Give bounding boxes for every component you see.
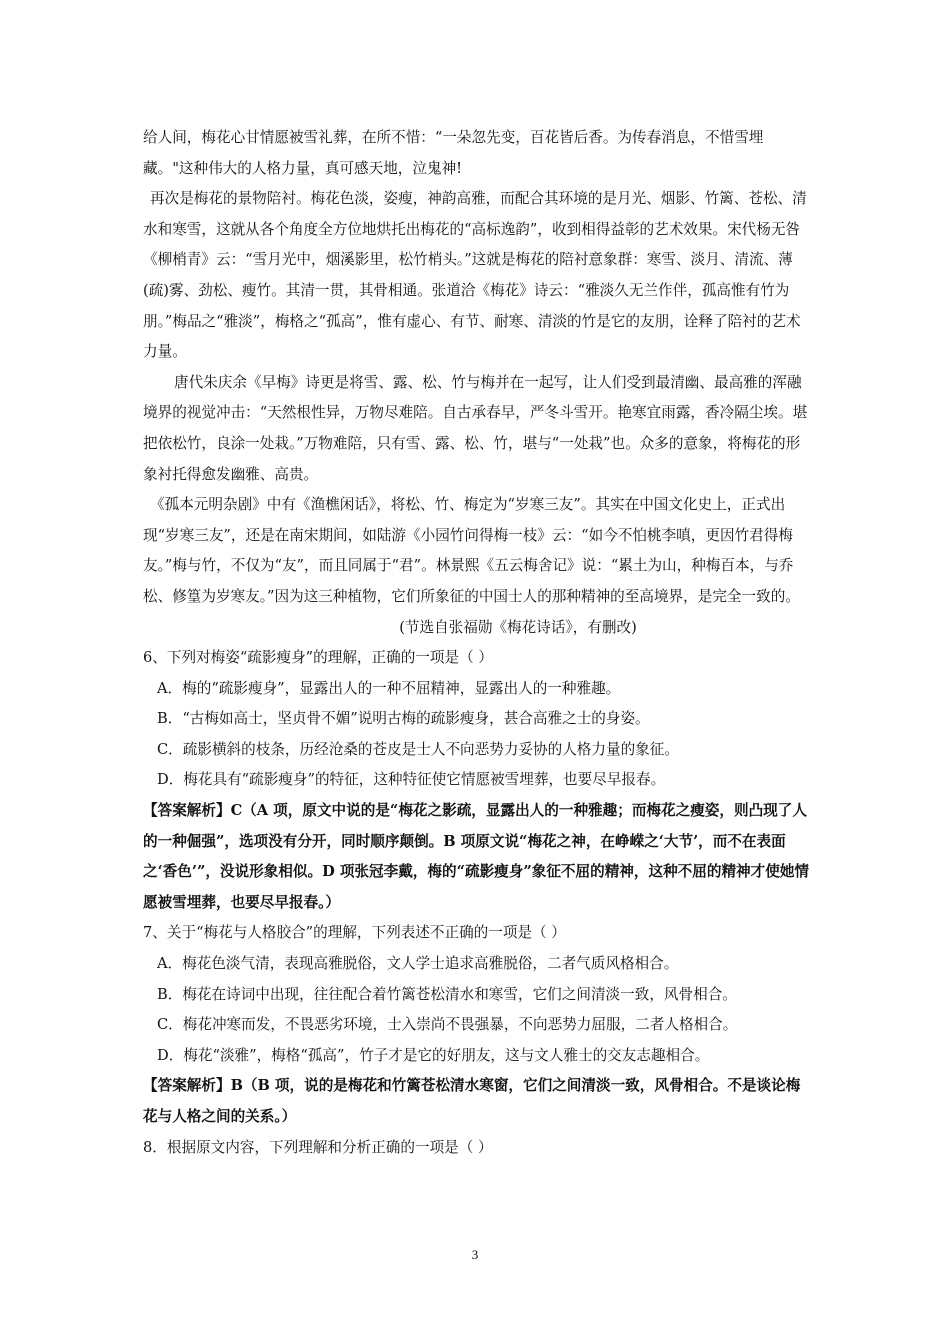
question-6-option-d: D．梅花具有“疏影瘦身”的特征，这种特征使它情愿被雪埋葬，也要尽早报春。 [157, 771, 666, 789]
question-7-option-b: B．梅花在诗词中出现，往往配合着竹篱苍松清水和寒雪，它们之间清淡一致，风骨相合。 [157, 985, 737, 1003]
question-7-stem: 7、关于“梅花与人格胶合”的理解，下列表述不正确的一项是（ ） [143, 924, 566, 942]
page-number: 3 [471, 1247, 479, 1262]
question-7-option-c: C．梅花冲寒而发，不畏恶劣环境，士入崇尚不畏强暴，不向恶势力屈服，二者人格相合。 [157, 1016, 738, 1034]
question-6-option-c: C．疏影横斜的枝条，历经沧桑的苍皮是士人不向恶势力妥协的人格力量的象征。 [157, 740, 679, 758]
question-6-option-b: B．“古梅如高士，坚贞骨不媚”说明古梅的疏影瘦身，甚合高雅之士的身姿。 [157, 710, 650, 728]
question-7-option-d: D．梅花“淡雅”，梅格“孤高”，竹子才是它的好朋友，这与文人雅士的交友志趣相合。 [157, 1046, 710, 1064]
question-7-option-a: A．梅花色淡气清，表现高雅脱俗，文人学士追求高雅脱俗，二者气质风格相合。 [157, 955, 679, 973]
question-6-option-a: A．梅的“疏影瘦身”，显露出人的一种不屈精神，显露出人的一种雅趣。 [157, 679, 621, 697]
page-content [143, 123, 813, 1163]
question-8-stem: 8．根据原文内容，下列理解和分析正确的一项是（ ） [143, 1138, 493, 1156]
passage-paragraph-4: 《孤本元明杂剧》中有《渔樵闲话》，将松、竹、梅定为“岁寒三友”。其实在中国文化史上，正式出现“岁寒三友”，还是在南宋期间，如陆游《小园竹问得梅一枝》云：“如今不怕桃李嗔，更因竹君得梅友。”梅与竹，不仅为“友”，而且同属于“君”。林景熙《五云梅舍记》说：“累土为山，种梅百本，与乔松、修篁为岁寒友。”因为这三种植物，它们所象征的中国士人的那种精神的至高境界，是完全一致的。 [143, 496, 800, 605]
question-6-answer: 【答案解析】C（A 项，原文中说的是“梅花之影疏，显露出人的一种雅趣；而梅花之瘦姿，则凸现了人的一种倔强”，选项没有分开，同时顺序颠倒。B 项原文说“梅花之神，在峥嵘之‘大节’，而不在表面之‘香色’”，没说形象相似。D 项张冠李戴，梅的“疏影瘦身”象征不屈的精神，这种不屈的精神才使她情愿被雪埋葬，也要尽早报春。） [143, 802, 810, 911]
passage-paragraph-2: 再次是梅花的景物陪衬。梅花色淡，姿瘦，神韵高雅，而配合其环境的是月光、烟影、竹篱、苍松、清水和寒雪，这就从各个角度全方位地烘托出梅花的“高标逸韵”，收到相得益彰的艺术效果。宋代杨无咎《柳梢青》云：“雪月光中，烟溪影里，松竹梢头。”这就是梅花的陪衬意象群：寒雪、淡月、清流、薄(疏)雾、劲松、瘦竹。其清一贯，其骨相通。张道洽《梅花》诗云：“雅淡久无兰作伴，孤高惟有竹为朋。”梅品之“雅淡”，梅格之“孤高”，惟有虚心、有节、耐寒、清淡的竹是它的友朋，诠释了陪衬的艺术力量。 [143, 190, 807, 361]
passage-paragraph-1: 给人间，梅花心甘情愿被雪礼葬，在所不惜：“一朵忽先变，百花皆后香。为传春消息，不惜雪埋藏。"这种伟大的人格力量，真可感天地，泣鬼神! [143, 129, 764, 177]
question-6-stem: 6、下列对梅姿“疏影瘦身”的理解，正确的一项是（ ） [143, 649, 493, 667]
passage-source: (节选自张福勋《梅花诗话》，有删改) [399, 618, 637, 636]
passage-paragraph-3: 唐代朱庆余《早梅》诗更是将雪、露、松、竹与梅并在一起写，让人们受到最清幽、最高雅的浑融境界的视觉冲击：“天然根性异，万物尽难陪。自古承春早，严冬斗雪开。艳寒宜雨露，香冷隔尘埃。堪把依松竹，良涂一处栽。”万物难陪，只有雪、露、松、竹，堪与“一处栽”也。众多的意象，将梅花的形象衬托得愈发幽雅、高贵。 [143, 373, 808, 483]
question-7-answer: 【答案解析】B（B 项，说的是梅花和竹篱苍松清水寒窗，它们之间清淡一致，风骨相合。不是谈论梅花与人格之间的关系。） [143, 1077, 801, 1125]
